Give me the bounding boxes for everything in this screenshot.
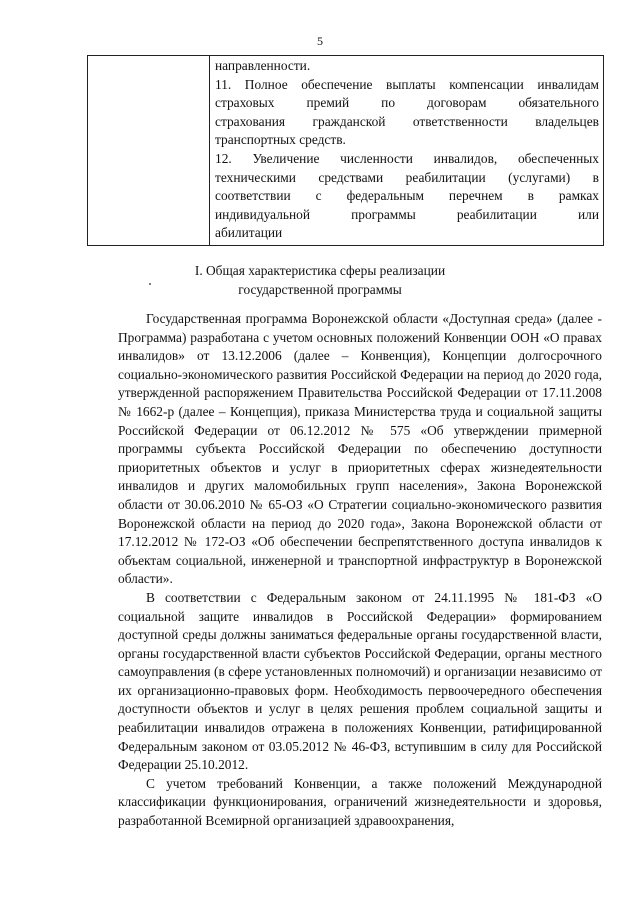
table-line: 12. Увеличение численности инвалидов, обеспеченных (215, 150, 599, 166)
table-line: страхования гражданской ответственности владельцев (215, 113, 599, 129)
table-line: индивидуальной программы реабилитации или (215, 206, 599, 222)
table-line: направленности. (215, 58, 311, 73)
section-heading-line: государственной программы (238, 281, 402, 297)
section-heading-line: I. Общая характеристика сферы реализации (194, 263, 446, 278)
paragraph: С учетом требований Конвенции, а также положений Международной классификации функционирования, ограничений жизнедеятельности и здоровья, разработанной Всемирной организацией здравоохранения, (118, 775, 602, 829)
paragraph: В соответствии с Федеральным законом от 24.11.1995 № 181-ФЗ «О социальной защите инвалидов в Российской Федерации» формированием доступной среды должны заниматься федеральные органы государственной власти, органы государственной власти субъектов Российской Федерации, органы местного самоуправления (в сфере установленных полномочий) и организации независимо от их организационно-правовых форм. Необходимость первоочередного обеспечения доступности объектов и услуг в целях решения проблем социальной защиты и реабилитации инвалидов отражена в положениях Конвенции, ратифицированной Федеральным законом от 03.05.2012 № 46-ФЗ, вступившим в силу для Российской Федерации 25.10.2012. (118, 589, 602, 773)
continuation-table (87, 55, 604, 246)
table-cell-empty (88, 56, 210, 246)
table-line: 11. Полное обеспечение выплаты компенсации инвалидам (215, 76, 599, 92)
table-line: абилитации (215, 225, 283, 241)
table-line: транспортных средств. (215, 132, 346, 148)
table-cell-text (210, 56, 604, 246)
paragraph: Государственная программа Воронежской области «Доступная среда» (далее - Программа) разработана с учетом основных положений Конвенции ООН «О правах инвалидов» от 13.12.2006 (далее – Конвенция), Концепции долгосрочного социально-экономического развития Российской Федерации на период до 2020 года, утвержденной распоряжением Правительства Российской Федерации от 17.11.2008 № 1662-р (далее – Концепция), приказа Министерства труда и социальной защиты Российской Федерации от 06.12.2012 № 575 «Об утверждении примерной программы субъекта Российской Федерации по обеспечению доступности приоритетных объектов и услуг в приоритетных сферах жизнедеятельности инвалидов и других маломобильных групп населения», Закона Воронежской области от 30.06.2010 № 65-ОЗ «О Стратегии социально-экономического развития Воронежской области на период до 2020 года», Закона Воронежской области от 17.12.2012 № 172-ОЗ «Об обеспечении беспрепятственного доступа инвалидов к объектам социальной, инженерной и транспортной инфраструктур в Воронежской области». (118, 311, 602, 587)
body-text (118, 310, 602, 831)
table-line: техническими средствами реабилитации (услугами) в (215, 169, 599, 185)
table-line: соответствии с федеральным перечнем в рамках (215, 188, 599, 204)
section-heading (0, 262, 640, 299)
page-number: 5 (317, 34, 323, 48)
table-row (88, 56, 604, 246)
scan-dot-mark (149, 283, 151, 285)
table-line: страховых премий по договорам обязательного (215, 95, 599, 111)
